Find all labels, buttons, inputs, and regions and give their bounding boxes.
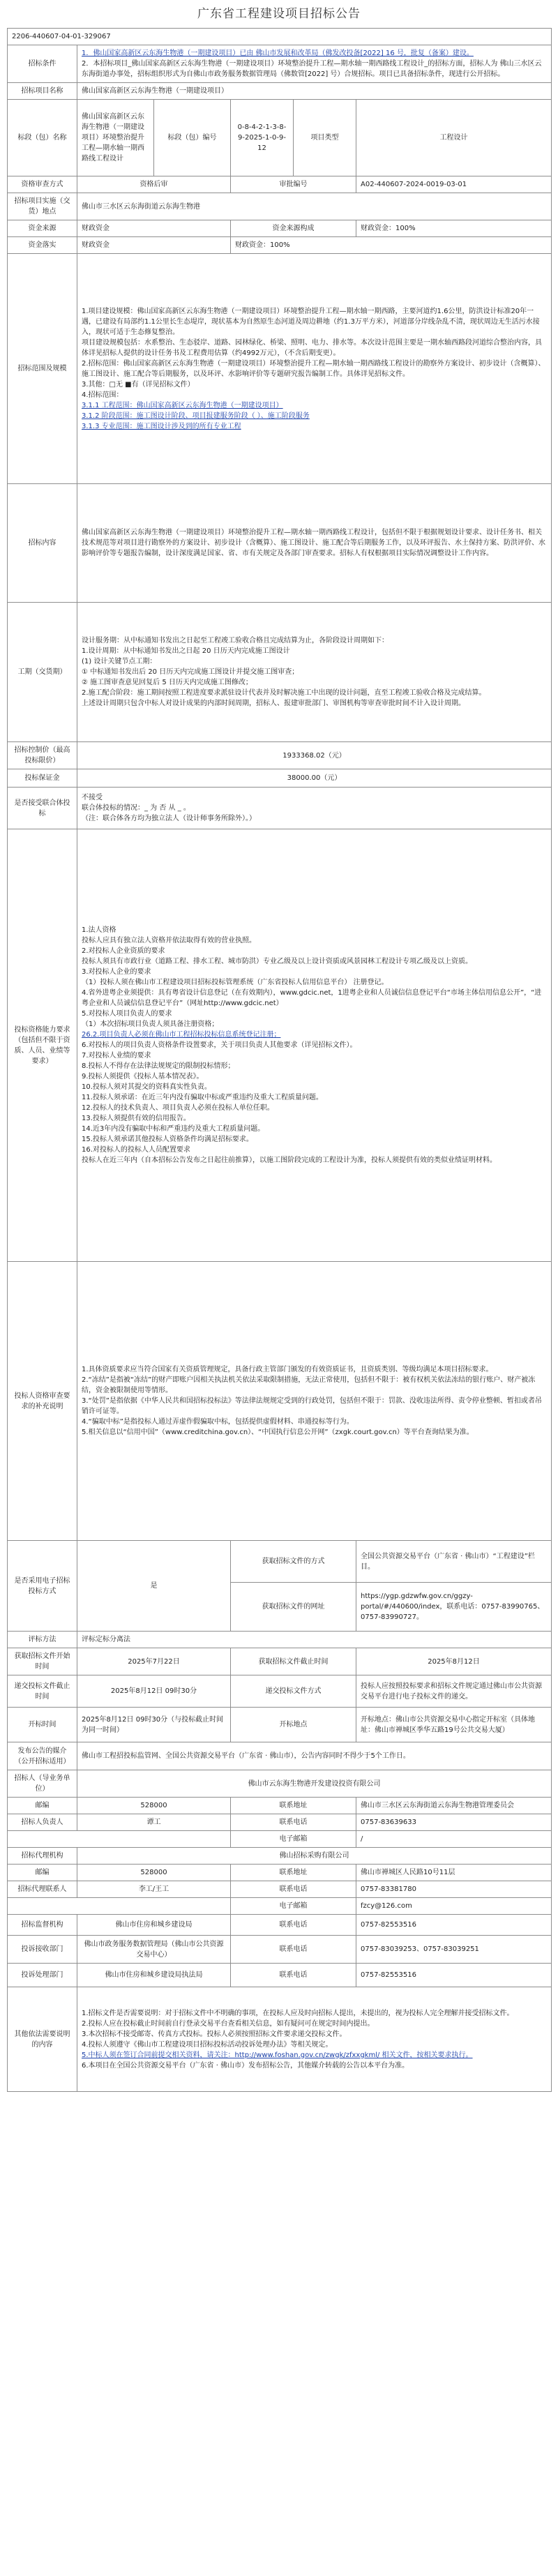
scope-line: 3.其他：□无 ■有（详见招标文件） (82, 380, 195, 389)
complaint-receive-phone: 0757-83039253、0757-83039251 (356, 1936, 552, 1964)
period-line: 上述设计周期只包含中标人对设计成果的内部时间周期，招标人、报建审批部门、审图机构等审查审批时间不计入设计周期。 (82, 700, 465, 707)
agent-mail: fzcy@126.com (356, 1898, 552, 1915)
budget-label: 招标控制价（最高投标限价） (8, 742, 77, 769)
page-title: 广东省工程建设项目招标公告 (197, 7, 361, 21)
other-line: 5.中标人须在签订合同前提交相关资料，请关注：http://www.foshan.gov.cn/zwgk/zfxxgkml/ 相关文件，按相关要求执行。 (82, 2051, 473, 2059)
evaluation: 评标定标分离法 (77, 1632, 552, 1648)
opening-place: 开标地点：佛山市公共资源交易中心指定开标室（具体地址：佛山市禅城区季华五路19号公共交易大厦） (356, 1708, 552, 1742)
tenderer-postcode-label: 邮编 (8, 1798, 77, 1814)
tenderer-phone-label: 联系电话 (231, 1814, 356, 1831)
funding-impl-label: 资金落实 (8, 237, 77, 254)
scope-label: 招标范围及规模 (8, 254, 77, 484)
joint-label: 是否接受联合体投标 (8, 788, 77, 829)
qualification-line: 8.投标人不得存在法律法规规定的限制投标情形； (82, 1062, 235, 1070)
file-url-label: 获取招标文件的网址 (231, 1583, 356, 1632)
complaint-receive-phone-label: 联系电话 (231, 1936, 356, 1964)
section-number: 0-8-4-2-1-3-8-9-2025-1-0-9-12 (231, 100, 294, 176)
tenderer-mail-label: 电子邮箱 (231, 1831, 356, 1848)
complaint-handle-label: 投诉处理部门 (8, 1964, 77, 1987)
review-method: 资格后审 (77, 176, 231, 193)
penalty-line: 4.“骗取中标”是指投标人通过弄虚作假骗取中标，包括提供虚假材料、串通投标等行为。 (82, 1418, 354, 1426)
agent-phone: 0757-83381780 (356, 1881, 552, 1898)
supervise-phone-label: 联系电话 (231, 1915, 356, 1936)
project-type: 工程设计 (356, 100, 552, 176)
agent-postcode: 528000 (77, 1865, 231, 1881)
tenderer-mail-spacer (8, 1831, 231, 1848)
review-method-label: 资格审查方式 (8, 176, 77, 193)
penalty-line: 3.“处罚”是指依据《中华人民共和国招标投标法》等法律法规规定受到的行政处罚，包括但不限于：罚款、没收违法所得、责令停业整顿、暂扣或者吊销许可证等。 (82, 1397, 542, 1415)
agent-postcode-label: 邮编 (8, 1865, 77, 1881)
penalty-line: 2.“冻结”是指被“冻结”的财产即账户因相关执法机关依法采取限制措施，无法正常使用，包括但不限于：被有权机关依法冻结的银行账户、财产被冻结，资金被限制使用等情形。 (82, 1376, 536, 1394)
other (77, 1987, 552, 2092)
complaint-receive: 佛山市政务服务数据管理局（佛山市公共资源交易中心） (77, 1936, 231, 1964)
funding-source-label: 资金来源 (8, 220, 77, 237)
scope-line: 3.1.1 工程范围：佛山国家高新区云东海生物港（一期建设项目） (82, 401, 283, 409)
penalty-line: 5.相关信息以“信用中国”（www.creditchina.gov.cn）、“中国执行信息公开网”（zxgk.court.gov.cn）等平台查询结果为准。 (82, 1429, 474, 1436)
section-number-label: 标段（包）编号 (154, 100, 231, 176)
other-label: 其他依法需要说明的内容 (8, 1987, 77, 2092)
tender-announcement-table (7, 28, 552, 2092)
qualification-line: （1）本次招标项目负责人须具备注册资格； (82, 1020, 219, 1028)
project-name: 佛山国家高新区云东海生物港（一期建设项目） (77, 83, 552, 100)
period (77, 603, 552, 742)
opening-time-label: 开标时间 (8, 1708, 77, 1742)
period-line: ① 中标通知书发出后 20 日历天内完成施工图设计并提交施工图审查； (82, 668, 299, 676)
content-label: 招标内容 (8, 484, 77, 603)
qualification-line: 投标人须具有市政行业（道路工程、排水工程、城市防洪）专业乙级及以上设计资质或风景园林工程设计专项乙级及以上资质。 (82, 958, 472, 965)
agent-person: 李工/王工 (77, 1881, 231, 1898)
period-line: 设计服务期：从中标通知书发出之日起至工程竣工验收合格且完成结算为止，各阶段设计周期如下： (82, 637, 389, 645)
penalty (77, 1262, 552, 1541)
tender-conditions (77, 45, 552, 83)
qualification-line: （1）投标人须在佛山市工程建设项目招标投标管理系统（广东省投标人信用信息平台） 注册登记。 (82, 979, 389, 986)
agent-address-label: 联系地址 (231, 1865, 356, 1881)
location-label: 招标项目实施（交货）地点 (8, 193, 77, 220)
qualification-line: 26.2.项目负责人必须在佛山市工程招标投标信息系统登记注册； (82, 1031, 281, 1039)
funding-ratio-label: 资金来源构成 (231, 220, 356, 237)
qualification-line: 13.投标人须提供有效的信用报告。 (82, 1115, 190, 1122)
project-number: 2206-440607-04-01-329067 (8, 29, 552, 45)
other-line: 3.本次招标不接受邮寄、传真方式投标。投标人必须按照招标文件要求递交投标文件。 (82, 2030, 347, 2038)
complaint-receive-label: 投诉接收部门 (8, 1936, 77, 1964)
electronic: 是 (77, 1541, 231, 1632)
agent-address: 佛山市禅城区人民路10号11层 (356, 1865, 552, 1881)
period-label: 工期（交货期） (8, 603, 77, 742)
supervise-label: 招标监督机构 (8, 1915, 77, 1936)
qualification-line: 7.对投标人业绩的要求 (82, 1052, 151, 1060)
qualification-line: 1.法人资格 (82, 926, 116, 934)
file-end: 2025年8月12日 (356, 1648, 552, 1675)
scope-line: 3.1.3 专业范围：施工图设计涉及到的所有专业工程 (82, 422, 241, 430)
qualification-line: 12.投标人的技术负责人、项目负责人必须在投标人单位任职。 (82, 1104, 274, 1112)
submit-deadline: 2025年8月12日 09时30分 (77, 1675, 231, 1708)
approval-code: A02-440607-2024-0019-03-01 (356, 176, 552, 193)
qualification-line: 15.投标人须承诺其他投标人资格条件均满足招标要求。 (82, 1136, 253, 1143)
supervise: 佛山市住房和城乡建设局 (77, 1915, 231, 1936)
qualification-line: 2.对投标人企业资质的要求 (82, 947, 165, 955)
file-method-label: 获取招标文件的方式 (231, 1541, 356, 1583)
joint-line: （注：联合体各方均为独立法人（设计师事务所除外）。） (82, 815, 256, 822)
tender-condition-line: 2．本招标项目_佛山国家高新区云东海生物港（一期建设项目）环境整治提升工程—期水轴一期西路线工程设计_的招标方面，招标人为 佛山三水区云东海街道办事处，招标组织形式为自佛山市政务服务数据管理局（佛数管[2022] 号）合规招标。项目已具备招标条件，现进行公开招标。 (82, 60, 542, 78)
agent-person-label: 招标代理联系人 (8, 1881, 77, 1898)
tenderer-address-label: 联系地址 (231, 1798, 356, 1814)
tenderer-postcode: 528000 (77, 1798, 231, 1814)
guarantee: 38000.00（元） (77, 769, 552, 788)
file-method: 全国公共资源交易平台（广东省 · 佛山市）“工程建设”栏目。 (356, 1541, 552, 1583)
period-line: 1.设计周期：从中标通知书发出之日起 20 日历天内完成施工图设计 (82, 647, 290, 655)
evaluation-label: 评标方法 (8, 1632, 77, 1648)
agent: 佛山招标采购有限公司 (77, 1848, 552, 1865)
joint-line: 不接受 (82, 794, 103, 801)
period-line: 2.施工配合阶段：施工期间按照工程进度要求派驻设计代表并及时解决施工中出现的设计问题，直至工程竣工验收合格及完成结算。 (82, 689, 486, 697)
other-line: 6.本项目在全国公共资源交易平台（广东省 · 佛山市）发布招标公告，其他媒介转载的公告以本平台为准。 (82, 2061, 409, 2070)
complaint-handle-phone-label: 联系电话 (231, 1964, 356, 1987)
penalty-label: 投标人资格审查要求的补充说明 (8, 1262, 77, 1541)
tenderer-phone: 0757-83639633 (356, 1814, 552, 1831)
section-name: 佛山国家高新区云东海生物港（一期建设项目）环境整治提升工程—期水轴一期西路线工程设计 (77, 100, 154, 176)
joint-line: 联合体投标的情况：_ 为 否 从 _ 。 (82, 804, 190, 812)
file-url: https://ygp.gdzwfw.gov.cn/ggzy-portal/#/440600/index，联系电话：0757-83990765、0757-83990727。 (356, 1583, 552, 1632)
tender-condition-line: 1．佛山国家高新区云东海生物港（一期建设项目）已由 佛山市发展和改革局（佛发改投备[2022] 16 号，批复（备案）建设。 (82, 50, 474, 57)
scope-line: 1.项目建设规模：佛山国家高新区云东海生物港（一期建设项目）环境整治提升工程—期水轴一期西路，主要河道约1.6公里，防洪设计标准20年一遇，已建设有局部约1.1公里长生态堤岸，现状基本为自然原生态河道及周边耕地（约1.3万平方米），河道部分岸线杂乱不清，现状周边无生活污水接入，现状可适于生态修复整治。 (82, 307, 540, 336)
qualification-line: 5.对投标人项目负责人的要求 (82, 1010, 172, 1018)
agent-label: 招标代理机构 (8, 1848, 77, 1865)
penalty-line: 1.具体资质要求应当符合国家有关资质管理规定，具备行政主管部门颁发的有效资质证书，且资质类别、等级均满足本项目招标要求。 (82, 1366, 493, 1373)
publish-label: 发布公告的媒介（公开招标适用） (8, 1742, 77, 1770)
opening-time: 2025年8月12日 09时30分（与投标截止时间为同一时间） (77, 1708, 231, 1742)
tenderer-address: 佛山市三水区云东海街道云东海生物港管理委员会 (356, 1798, 552, 1814)
file-end-label: 获取招标文件截止时间 (231, 1648, 356, 1675)
complaint-handle: 佛山市住房和城乡建设局执法局 (77, 1964, 231, 1987)
funding-impl: 财政资金 (77, 237, 231, 254)
qualification-line: 9.投标人须提供《投标人基本情况表》。 (82, 1073, 204, 1080)
qualification-line: 4.省外进粤企业须提供：具有粤省设计信息登记（在有效期内），www.gdcic.net，1进粤企业和人员诚信信息登记平台“市场主体信用信息公开”，“进粤企业和人员诚信信息登记平台”（网址http://www.gdcic.net） (82, 989, 542, 1007)
location: 佛山市三水区云东海街道云东海生物港 (77, 193, 552, 220)
qualification-line: 3.对投标人企业的要求 (82, 968, 151, 976)
submit-method: 投标人应按照投标要求和招标文件规定通过佛山市公共资源交易平台进行电子投标文件的递交。 (356, 1675, 552, 1708)
qualification-line: 14.近3年内没有骗取中标和严重违约及重大工程质量问题。 (82, 1125, 265, 1133)
scope-line: 3.1.2 阶段范围：施工图设计阶段、项目报建服务阶段（ ）、施工阶段服务 (82, 412, 310, 420)
qualification-line: 11.投标人须承诺：在近三年内没有骗取中标或严重违约及重大工程质量问题。 (82, 1094, 323, 1101)
file-start-label: 获取招标文件开始时间 (8, 1648, 77, 1675)
period-line: (1) 设计关键节点工期： (82, 658, 157, 665)
tenderer-label: 招标人（导业务单位） (8, 1770, 77, 1798)
qualification-line: 16.对投标人的投标人人员配置要求 (82, 1146, 190, 1154)
other-line: 4.投标人须遵守《佛山市工程建设项目招标投标活动投诉处理办法》等相关规定。 (82, 2040, 333, 2049)
other-line: 2.投标人应在投标截止时间前自行登录交易平台查看相关信息，如有疑问可在规定时间内提出。 (82, 2019, 375, 2028)
qualification-label: 投标资格能力要求（包括但不限于资质、人员、业绩等要求） (8, 829, 77, 1262)
tenderer: 佛山市云东海生物港开发建设投资有限公司 (77, 1770, 552, 1798)
scope-line: 4.招标范围： (82, 391, 123, 399)
content: 佛山国家高新区云东海生物港（一期建设项目）环境整治提升工程—期水轴一期西路线工程设计，包括但不限于根据规划设计要求、设计任务书、相关技术规范等对项目进行勘察外的方案设计、初步设计（含概算）、施工图设计、施工配合等后期服务工作，以及环评报告、水土保持方案、防洪评价、水影响评价等专题报告编制，设计深度满足国家、省、市有关规定及各部门审查要求。招标人有权根据项目实际情况调整设计工作内容。 (77, 484, 552, 603)
qualification-line: 10.投标人须对其提交的资料真实性负责。 (82, 1083, 211, 1091)
tender-conditions-label: 招标条件 (8, 45, 77, 83)
tenderer-person-label: 招标人负责人 (8, 1814, 77, 1831)
qualification-line: 6.对投标人的项目负责人资格条件设置要求，关于项目负责人其他要求（详见招标文件）。 (82, 1041, 357, 1049)
opening-place-label: 开标地点 (231, 1708, 356, 1742)
other-line: 1.招标文件是否需要说明：对于招标文件中不明确的事项，在投标人应及时向招标人提出，未提出的，视为投标人完全理解并接受招标文件。 (82, 2009, 514, 2017)
supervise-phone: 0757-82553516 (356, 1915, 552, 1936)
scope-line: 项目建设规模包括：水系整治、生态驳岸、道路、园林绿化、桥梁、照明、电力、排水等。本次设计范围主要是一期水轴西路段河道综合整治内容，具体详见招标人提供的设计任务书及工程费用估算（约4992万元），（不含后期变更）。 (82, 338, 542, 357)
funding-source: 财政资金 (77, 220, 231, 237)
period-line: ② 施工图审查意见回复后 5 日历天内完成施工图修改； (82, 679, 252, 686)
qualification-line: 投标人应具有独立法人资格并依法取得有效的营业执照。 (82, 937, 256, 944)
guarantee-label: 投标保证金 (8, 769, 77, 788)
submit-deadline-label: 递交投标文件截止时间 (8, 1675, 77, 1708)
publish: 佛山市工程招投标监管网、全国公共资源交易平台（广东省 · 佛山市），公告内容同时不得少于5个工作日。 (77, 1742, 552, 1770)
approval-code-label: 审批编号 (231, 176, 356, 193)
tenderer-person: 谭工 (77, 1814, 231, 1831)
qualification-line: 投标人在近三年内（自本招标公告发布之日起往前推算），以施工图阶段完成的工程设计为准，投标人须提供有效的类似业绩证明材料。 (82, 1157, 497, 1164)
tenderer-mail: / (356, 1831, 552, 1848)
electronic-label: 是否采用电子招标投标方式 (8, 1541, 77, 1632)
budget: 1933368.02（元） (77, 742, 552, 769)
funding-ratio: 财政资金：100% (356, 220, 552, 237)
qualification (77, 829, 552, 1262)
complaint-handle-phone: 0757-82553516 (356, 1964, 552, 1987)
agent-phone-label: 联系电话 (231, 1881, 356, 1898)
project-type-label: 项目类型 (294, 100, 356, 176)
agent-mail-spacer (8, 1898, 231, 1915)
funding-impl-ratio: 财政资金：100% (231, 237, 552, 254)
section-name-label: 标段（包）名称 (8, 100, 77, 176)
project-name-label: 招标项目名称 (8, 83, 77, 100)
scope-line: 2.招标范围：佛山国家高新区云东海生物港（一期建设项目）环境整治提升工程—期水轴一期西路线工程设计的勘察外方案设计、初步设计（含概算）、施工图设计、施工配合等后期服务，以及环评、水影响评价等专题研究报告编制工作。具体详见招标文件。 (82, 359, 545, 378)
submit-method-label: 递交投标文件方式 (231, 1675, 356, 1708)
file-start: 2025年7月22日 (77, 1648, 231, 1675)
agent-mail-label: 电子邮箱 (231, 1898, 356, 1915)
joint (77, 788, 552, 829)
scope (77, 254, 552, 484)
